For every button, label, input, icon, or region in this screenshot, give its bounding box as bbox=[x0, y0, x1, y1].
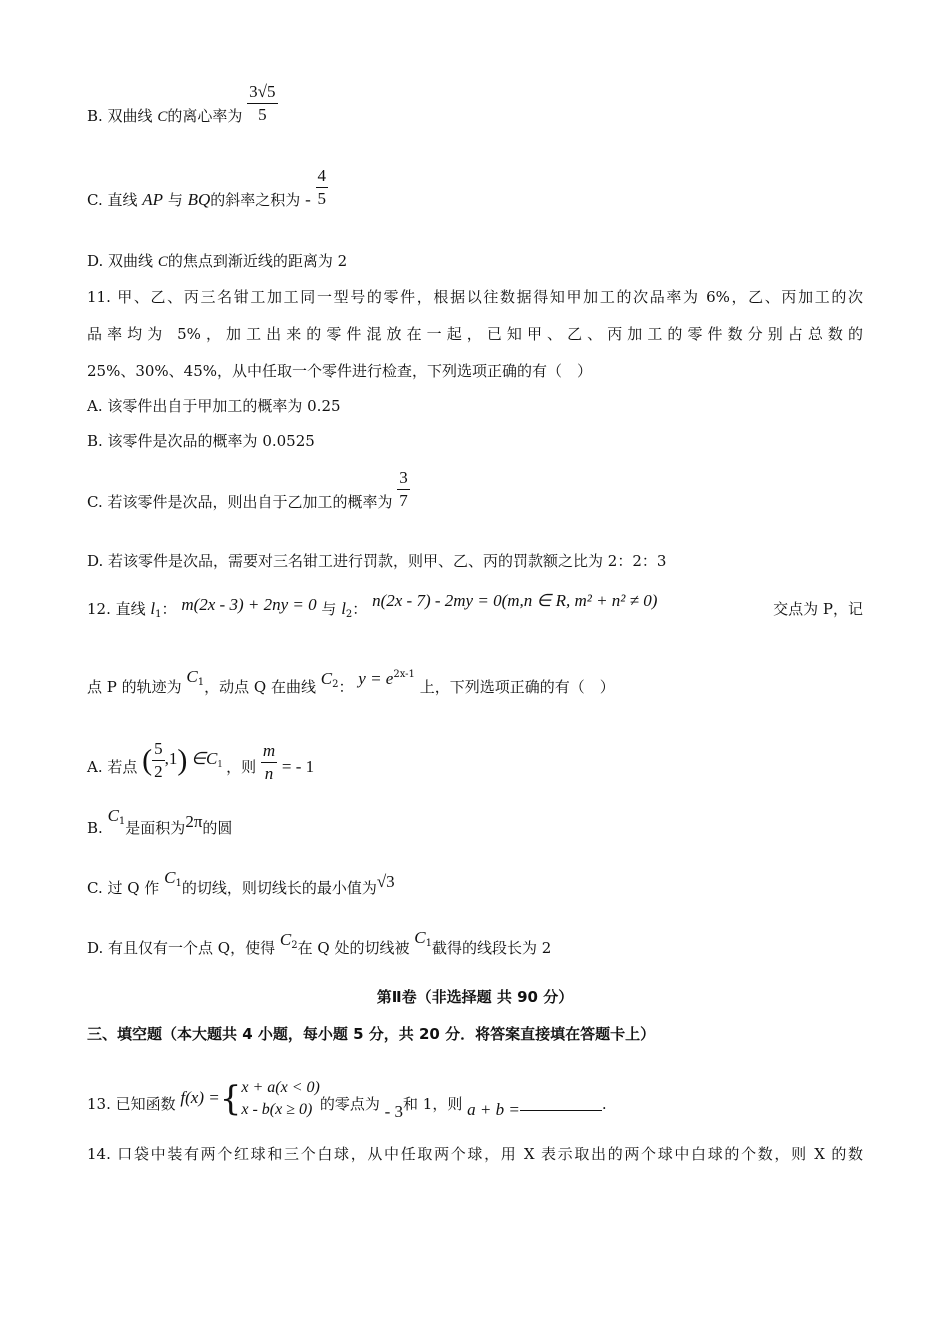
q12-d-pre: D. 有且仅有一个点 Q，使得 bbox=[87, 939, 276, 957]
q12-c2: C bbox=[320, 669, 333, 688]
q12-d-post: 截得的线段长为 2 bbox=[431, 939, 552, 957]
q12-a-pre: A. 若点 bbox=[87, 757, 138, 776]
q10-b-fraction bbox=[247, 81, 277, 126]
q14-stem: 14. 口袋中装有两个红球和三个白球，从中任取两个球，用 X 表示取出的两个球中白球的个数，则 X 的数 bbox=[87, 1145, 863, 1163]
q10-option-c bbox=[87, 165, 328, 210]
q12-a-frac bbox=[261, 740, 277, 785]
q10-c-text2: 的斜率之积为 bbox=[210, 191, 301, 209]
q12-b-c1: C bbox=[107, 806, 119, 825]
q12-d-mid: 在 Q 处的切线被 bbox=[297, 939, 410, 957]
section-title: 第Ⅱ卷（非选择题 共 90 分） bbox=[376, 988, 574, 1006]
q12-b-text: 是面积为 bbox=[125, 819, 186, 837]
q12-c-c1: C bbox=[164, 868, 176, 887]
q12-l1: l bbox=[150, 599, 156, 618]
q11-option-c bbox=[87, 467, 410, 512]
q13-case2: x - b(x ≥ 0) bbox=[241, 1101, 313, 1118]
q10-c-bq: BQ bbox=[187, 190, 211, 209]
q11-option-d: D. 若该零件是次品，需要对三名钳工进行罚款，则甲、乙、丙的罚款额之比为 2：2：3 bbox=[87, 552, 667, 570]
q12-c1-sub: 1 bbox=[197, 677, 205, 688]
q12-tail: 交点为 P，记 bbox=[773, 600, 863, 618]
q13-zero1: - 3 bbox=[384, 1102, 404, 1121]
q10-option-d bbox=[87, 251, 347, 272]
q13-mid: 的零点为 bbox=[319, 1095, 380, 1113]
q12-colon: ： bbox=[161, 600, 177, 618]
q12-a-point-den: 2 bbox=[154, 762, 163, 781]
q10-c-with: 与 bbox=[167, 191, 183, 209]
q12-c2-sub: 2 bbox=[332, 679, 339, 690]
q11-option-a: A. 该零件出自于甲加工的概率为 0.25 bbox=[87, 397, 341, 415]
q10-c-ap: AP bbox=[142, 190, 164, 209]
q12-eq2: n(2x - 7) - 2my = 0(m,n ∈ R, m² + n² ≠ 0) bbox=[372, 591, 658, 610]
q12-stem-line2 bbox=[87, 667, 615, 703]
q12-b-post: 的圆 bbox=[202, 819, 233, 837]
q12-stem-line1 bbox=[87, 591, 863, 625]
q12-a-val: = - 1 bbox=[281, 756, 315, 776]
q12-option-d bbox=[87, 928, 552, 964]
q13-expr: a + b = bbox=[467, 1100, 520, 1119]
q12-line2-post: 上，下列选项正确的有（ ） bbox=[419, 678, 615, 696]
q12-eq1: m(2x - 3) + 2ny = 0 bbox=[181, 595, 317, 614]
q10-b-den: 5 bbox=[258, 104, 267, 124]
q11-stem-line2: 品率均为 5%，加工出来的零件混放在一起，已知甲、乙、丙加工的零件数分别占总数的 bbox=[87, 325, 863, 343]
q12-colon3: ： bbox=[338, 678, 354, 696]
q12-l2-sub: 2 bbox=[345, 609, 353, 620]
q12-c-val: √3 bbox=[376, 872, 395, 891]
q11-option-b: B. 该零件是次品的概率为 0.0525 bbox=[87, 432, 315, 450]
q12-c-c1-sub: 1 bbox=[175, 878, 182, 889]
q12-c-post: 的切线，则切线长的最小值为 bbox=[181, 879, 377, 897]
q12-option-a bbox=[87, 739, 315, 791]
q12-d-c1-sub: 1 bbox=[425, 938, 432, 949]
q12-b-area: 2π bbox=[185, 812, 203, 831]
q12-with: 与 bbox=[321, 600, 337, 618]
q13-brace: { bbox=[219, 1079, 242, 1119]
q13-fx: f(x) = bbox=[180, 1088, 220, 1107]
q12-a-then: ，则 bbox=[226, 757, 257, 776]
q13-cases bbox=[241, 1077, 319, 1121]
q12-intro: 12. 直线 bbox=[87, 600, 146, 618]
q10-d-var: C bbox=[157, 254, 168, 270]
q12-a-in: ∈C bbox=[191, 748, 218, 768]
q11-c-fraction bbox=[397, 467, 410, 512]
q13-end: . bbox=[601, 1095, 607, 1113]
q12-line2-pre: 点 P 的轨迹为 bbox=[87, 678, 182, 696]
q10-c-text: C. 直线 bbox=[87, 191, 138, 209]
q12-curve: y = e bbox=[358, 669, 394, 688]
q10-d-text2: 的焦点到渐近线的距离为 2 bbox=[167, 252, 348, 270]
part-three-heading: 三、填空题（本大题共 4 小题，每小题 5 分，共 20 分．将答案直接填在答题卡上） bbox=[87, 1025, 656, 1043]
q12-option-c bbox=[87, 868, 395, 904]
q12-d-c2: C bbox=[279, 930, 292, 949]
q12-d-c2-sub: 2 bbox=[291, 940, 298, 951]
q12-d-c1: C bbox=[414, 928, 426, 947]
q12-a-point-frac bbox=[152, 738, 165, 783]
q12-c1: C bbox=[186, 667, 198, 686]
q11-stem-line3: 25%、30%、45%，从中任取一个零件进行检查，下列选项正确的有（ ） bbox=[87, 362, 593, 380]
q10-b-text2: 的离心率为 bbox=[167, 107, 243, 125]
q12-b-c1-sub: 1 bbox=[118, 816, 126, 827]
q10-c-den: 5 bbox=[317, 188, 327, 208]
q10-b-var: C bbox=[157, 109, 168, 125]
q12-l2: l bbox=[341, 599, 346, 618]
q10-option-b bbox=[87, 81, 278, 127]
q13-case1: x + a(x < 0) bbox=[241, 1079, 320, 1096]
q10-d-text: D. 双曲线 bbox=[87, 252, 154, 270]
q12-option-b bbox=[87, 806, 233, 844]
q13-pre: 13. 已知函数 bbox=[87, 1095, 176, 1113]
q10-b-num: 3√5 bbox=[247, 81, 277, 104]
q13-stem bbox=[87, 1079, 607, 1127]
q11-c-den: 7 bbox=[399, 490, 408, 510]
q11-c-text: C. 若该零件是次品，则出自于乙加工的概率为 bbox=[87, 493, 393, 511]
q12-a-point-rest: ,1 bbox=[164, 748, 178, 768]
q12-c-pre: C. 过 Q 作 bbox=[87, 879, 160, 897]
q11-c-num: 3 bbox=[397, 467, 410, 490]
q10-c-num: 4 bbox=[316, 165, 329, 188]
q12-a-point: ( $\frac{5}{2}$ ,1) $\in C_1$ bbox=[142, 739, 223, 781]
q10-c-fraction bbox=[316, 165, 329, 210]
q13-answer-blank[interactable] bbox=[520, 1096, 602, 1111]
q12-curve-exp: 2x-1 bbox=[393, 669, 415, 680]
q13-and: 和 1，则 bbox=[403, 1095, 463, 1113]
q12-a-frac-num: m bbox=[261, 740, 277, 763]
q12-a-frac-den: n bbox=[264, 764, 274, 784]
q10-c-sign: - bbox=[305, 190, 311, 209]
q12-a-point-num: 5 bbox=[152, 738, 165, 761]
q10-b-text: B. 双曲线 bbox=[87, 107, 153, 125]
q12-l1-sub: 1 bbox=[155, 609, 162, 620]
q12-a-in-sub: 1 bbox=[217, 758, 223, 770]
q12-line2-mid: ，动点 Q 在曲线 bbox=[204, 678, 316, 696]
q12-colon2: ： bbox=[352, 600, 368, 618]
q11-stem-line1: 11. 甲、乙、丙三名钳工加工同一型号的零件，根据以往数据得知甲加工的次品率为 6%，乙、丙加工的次 bbox=[87, 288, 863, 306]
q12-b-pre: B. bbox=[87, 819, 103, 837]
